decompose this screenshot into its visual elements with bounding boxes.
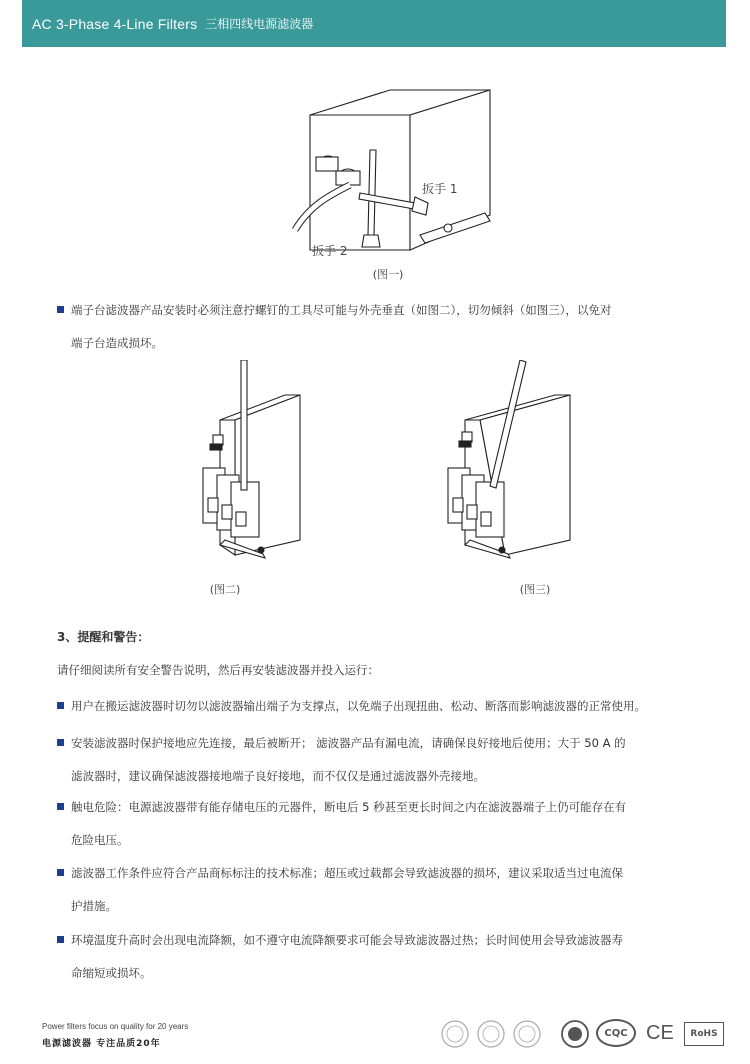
warning-item xyxy=(57,690,707,723)
section-3-intro: 请仔细阅读所有安全警告说明，然后再安装滤波器并投入运行： xyxy=(57,663,379,677)
cert-seal-1-icon xyxy=(440,1019,470,1049)
header-title: AC 3-Phase 4-Line Filters xyxy=(32,15,198,32)
warning-line: 滤波器工作条件应符合产品商标标注的技术标准；超压或过载都会导致滤波器的损坏，建议采取适当过电流保 xyxy=(71,866,623,880)
figure-1-caption: (图一) xyxy=(372,268,404,281)
warning-item xyxy=(57,924,707,990)
figure-1-wrench-illustration xyxy=(290,85,500,255)
warning-item xyxy=(57,857,707,923)
warning-line: 命缩短或损坏。 xyxy=(71,966,152,980)
warning-line: 护措施。 xyxy=(71,899,117,913)
figure-2-correct-vertical-tool xyxy=(195,360,305,560)
warning-line: 安装滤波器时保护接地应先连接，最后被断开； 滤波器产品有漏电流，请确保良好接地后使用；大于 50 A 的 xyxy=(71,736,626,750)
cqc-mark xyxy=(596,1019,636,1047)
figure-2-caption: (图二) xyxy=(209,583,241,596)
warning-line: 危险电压。 xyxy=(71,833,129,847)
warning-line: 用户在搬运滤波器时切勿以滤波器输出端子为支撑点，以免端子出现扭曲、松动、断落而影响滤波器的正常使用。 xyxy=(71,699,646,713)
ce-label: CE xyxy=(646,1021,674,1044)
figure-3-incorrect-tilted-tool xyxy=(440,360,580,560)
note-terminal-tool-angle xyxy=(57,294,707,360)
header-bar xyxy=(22,0,726,47)
warning-item xyxy=(57,791,707,857)
header-subtitle: 三相四线电源滤波器 xyxy=(205,17,314,31)
footer-tagline-en: Power filters focus on quality for 20 years xyxy=(42,1022,189,1031)
cqc-label: CQC xyxy=(604,1027,628,1039)
wrench-2-label: 扳手 2 xyxy=(312,244,348,258)
figure-3-caption: (图三) xyxy=(519,583,551,596)
cert-seal-2-icon xyxy=(476,1019,506,1049)
cert-seal-4-icon xyxy=(560,1019,590,1049)
cert-seal-3-icon xyxy=(512,1019,542,1049)
warning-line: 滤波器时，建议确保滤波器接地端子良好接地，而不仅仅是通过滤波器外壳接地。 xyxy=(71,769,485,783)
ce-mark xyxy=(646,1019,674,1047)
warning-line: 触电危险：电源滤波器带有能存储电压的元器件，断电后 5 秒甚至更长时间之内在滤波器端子上仍可能存在有 xyxy=(71,800,627,814)
section-3-title: 3、提醒和警告： xyxy=(57,630,150,644)
footer-tagline-cn: 电源滤波器 专注品质20年 xyxy=(42,1039,161,1049)
rohs-label: RoHS xyxy=(690,1029,718,1039)
note-line-2: 端子台造成损坏。 xyxy=(71,336,163,350)
wrench-1-label: 扳手 1 xyxy=(422,182,458,196)
warning-item xyxy=(57,727,707,793)
rohs-mark xyxy=(684,1022,724,1046)
note-line-1: 端子台滤波器产品安装时必须注意拧螺钉的工具尽可能与外壳垂直（如图二），切勿倾斜（如图三），以免对 xyxy=(71,303,612,317)
warning-line: 环境温度升高时会出现电流降额，如不遵守电流降额要求可能会导致滤波器过热；长时间使用会导致滤波器寿 xyxy=(71,933,623,947)
